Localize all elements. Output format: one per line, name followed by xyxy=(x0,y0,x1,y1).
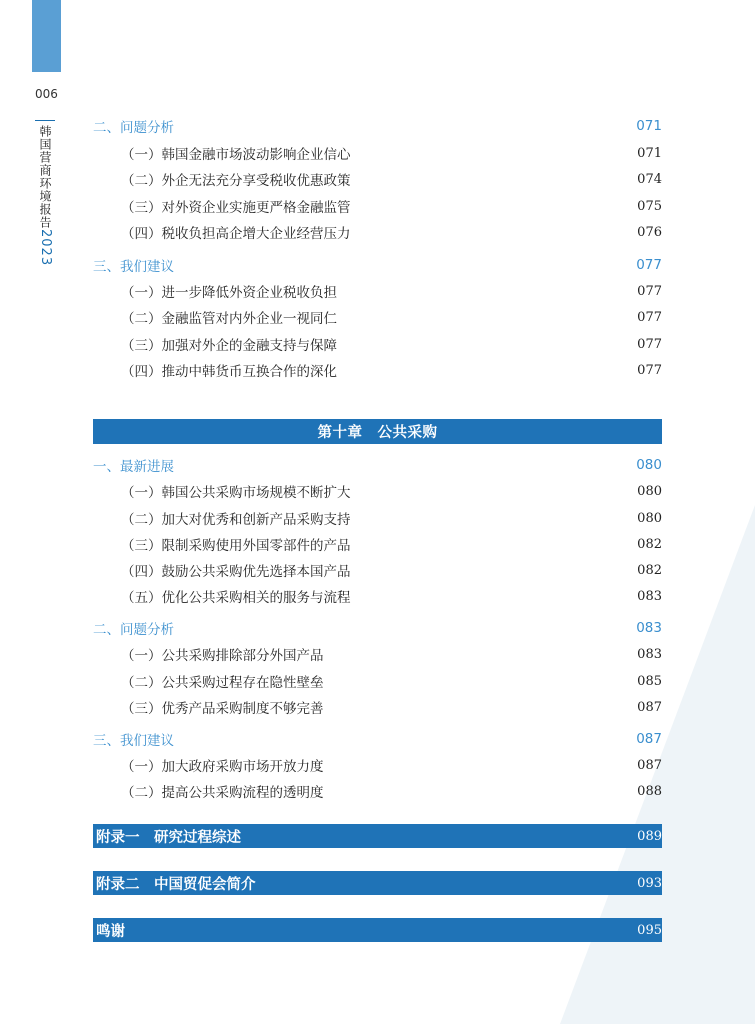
toc-section-s1[interactable] xyxy=(93,115,662,137)
toc-item-page: 083 xyxy=(637,588,662,604)
toc-item-page: 071 xyxy=(637,145,662,161)
toc-item[interactable] xyxy=(93,168,662,190)
side-report-title xyxy=(38,125,54,266)
side-report-title-text: 韩国营商环境报告 xyxy=(38,125,52,229)
toc-item-page: 088 xyxy=(637,783,662,799)
toc-item-label: （五）优化公共采购相关的服务与流程 xyxy=(121,590,351,606)
toc-item-page: 080 xyxy=(637,483,662,499)
toc-section-title: 三、我们建议 xyxy=(93,259,174,275)
toc-item-label: （三）对外资企业实施更严格金融监管 xyxy=(121,200,351,216)
appendix-title: 附录二 中国贸促会简介 xyxy=(96,876,256,893)
toc-item[interactable] xyxy=(93,643,662,665)
toc-section-title: 一、最新进展 xyxy=(93,459,174,475)
toc-item-page: 075 xyxy=(637,198,662,214)
toc-section-title: 二、问题分析 xyxy=(93,622,174,638)
toc-item-label: （一）进一步降低外资企业税收负担 xyxy=(121,285,337,301)
toc-item[interactable] xyxy=(93,359,662,381)
page-number: 006 xyxy=(35,87,58,101)
toc-item-page: 077 xyxy=(637,362,662,378)
toc-item-page: 077 xyxy=(637,309,662,325)
toc-item-page: 087 xyxy=(637,699,662,715)
toc-item-label: （二）加大对优秀和创新产品采购支持 xyxy=(121,512,351,528)
toc-item[interactable] xyxy=(93,195,662,217)
toc-section-page: 080 xyxy=(636,457,662,473)
toc-item-label: （四）推动中韩货币互换合作的深化 xyxy=(121,364,337,380)
toc-item-page: 083 xyxy=(637,646,662,662)
toc-section-page: 083 xyxy=(636,620,662,636)
toc-section-s5[interactable] xyxy=(93,728,662,750)
chapter-title: 第十章 公共采购 xyxy=(317,425,438,441)
toc-item-page: 077 xyxy=(637,283,662,299)
toc-item-label: （一）韩国金融市场波动影响企业信心 xyxy=(121,147,351,163)
toc-item[interactable] xyxy=(93,533,662,555)
toc-section-page: 087 xyxy=(636,731,662,747)
toc-item-label: （三）限制采购使用外国零部件的产品 xyxy=(121,538,351,554)
acknowledgements-page: 095 xyxy=(637,922,662,938)
toc-section-page: 077 xyxy=(636,257,662,273)
appendix-1-bar[interactable] xyxy=(93,824,662,848)
top-color-block xyxy=(32,0,61,72)
toc-item-page: 082 xyxy=(637,562,662,578)
toc-item-label: （四）鼓励公共采购优先选择本国产品 xyxy=(121,564,351,580)
toc-item[interactable] xyxy=(93,559,662,581)
toc-item[interactable] xyxy=(93,333,662,355)
toc-item-page: 082 xyxy=(637,536,662,552)
toc-item-label: （三）优秀产品采购制度不够完善 xyxy=(121,701,324,717)
toc-item[interactable] xyxy=(93,306,662,328)
toc-item-label: （一）加大政府采购市场开放力度 xyxy=(121,759,324,775)
toc-item-label: （四）税收负担高企增大企业经营压力 xyxy=(121,226,351,242)
side-divider xyxy=(35,120,55,121)
appendix-page: 089 xyxy=(637,828,662,844)
toc-item[interactable] xyxy=(93,780,662,802)
toc-section-s4[interactable] xyxy=(93,617,662,639)
toc-item-label: （二）提高公共采购流程的透明度 xyxy=(121,785,324,801)
acknowledgements-title: 鸣谢 xyxy=(96,923,125,940)
toc-item-label: （一）公共采购排除部分外国产品 xyxy=(121,648,324,664)
toc-section-title: 三、我们建议 xyxy=(93,733,174,749)
toc-section-title: 二、问题分析 xyxy=(93,120,174,136)
appendix-title: 附录一 研究过程综述 xyxy=(96,829,241,846)
appendix-2-bar[interactable] xyxy=(93,871,662,895)
acknowledgements-bar[interactable] xyxy=(93,918,662,942)
toc-item[interactable] xyxy=(93,507,662,529)
chapter-10-bar[interactable] xyxy=(93,419,662,444)
toc-item-label: （二）外企无法充分享受税收优惠政策 xyxy=(121,173,351,189)
toc-item[interactable] xyxy=(93,670,662,692)
toc-item-page: 074 xyxy=(637,171,662,187)
toc-item[interactable] xyxy=(93,754,662,776)
toc-item-label: （二）金融监管对内外企业一视同仁 xyxy=(121,311,337,327)
appendix-page: 093 xyxy=(637,875,662,891)
side-report-year: 2023 xyxy=(38,229,53,267)
toc-item-label: （三）加强对外企的金融支持与保障 xyxy=(121,338,337,354)
toc-item-page: 080 xyxy=(637,510,662,526)
toc-section-s3[interactable] xyxy=(93,454,662,476)
toc-item[interactable] xyxy=(93,480,662,502)
toc-item[interactable] xyxy=(93,585,662,607)
toc-item-page: 087 xyxy=(637,757,662,773)
toc-item-page: 076 xyxy=(637,224,662,240)
toc-item-page: 077 xyxy=(637,336,662,352)
toc-item-label: （二）公共采购过程存在隐性壁垒 xyxy=(121,675,324,691)
toc-section-s2[interactable] xyxy=(93,254,662,276)
toc-item-page: 085 xyxy=(637,673,662,689)
toc-item[interactable] xyxy=(93,221,662,243)
toc-item-label: （一）韩国公共采购市场规模不断扩大 xyxy=(121,485,351,501)
toc-item[interactable] xyxy=(93,696,662,718)
toc-section-page: 071 xyxy=(636,118,662,134)
toc-item[interactable] xyxy=(93,280,662,302)
toc-item[interactable] xyxy=(93,142,662,164)
